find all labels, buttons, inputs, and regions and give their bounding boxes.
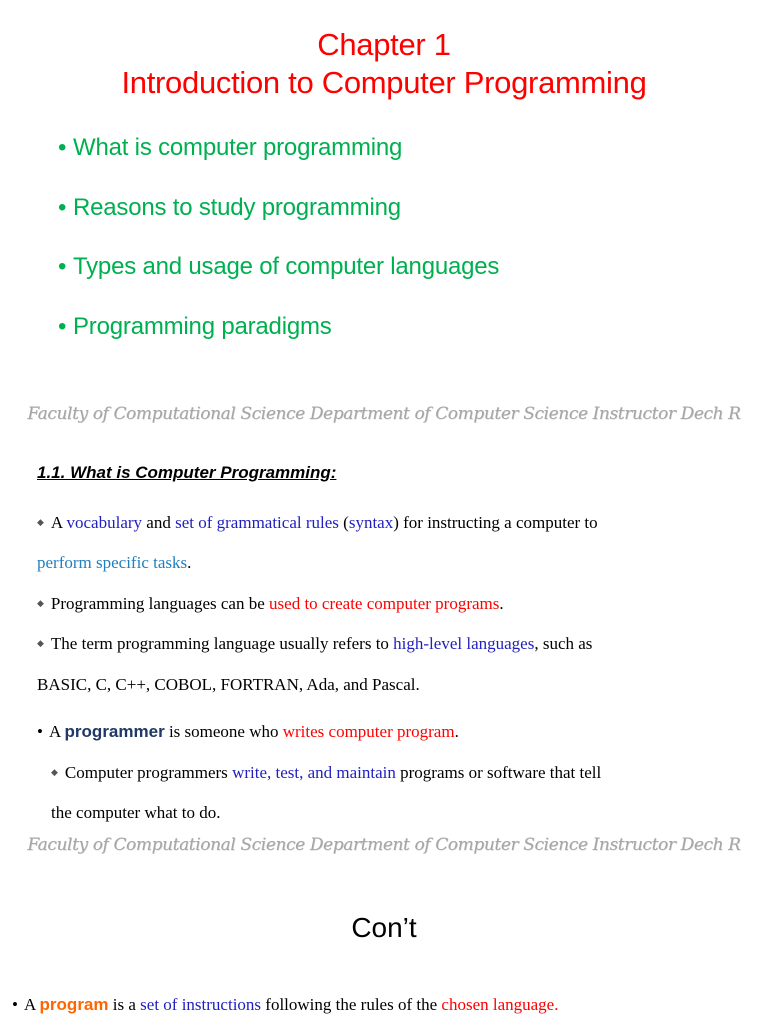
paragraph-program: • A program is a set of instructions following the rules of the chosen language. [12,995,559,1014]
list-item [58,133,402,163]
list-item [58,252,499,282]
slide-footer: Faculty of Computational Science Department of Computer Science Instructor Dech R [27,404,741,424]
section-heading: 1.1. What is Computer Programming: [37,463,337,482]
slide-chapter-1 [0,0,768,392]
list-item-text: What is computer programming [73,134,403,161]
diamond-bullet-icon: ◆ [37,598,44,608]
bullet-icon: • [58,313,67,340]
list-item-text: Programming paradigms [73,313,332,340]
paragraph-maintain-line2: the computer what to do. [51,803,221,822]
bullet-icon: • [12,995,18,1014]
slide-title-line1: Chapter 1 [317,27,451,62]
paragraph-term: ◆ The term programming language usually refers to high-level languages, such as [37,634,593,653]
slide-what-is-programming [0,392,768,870]
bullet-icon: • [58,253,67,280]
paragraph-vocabulary-line2: perform specific tasks. [37,553,192,572]
list-item-text: Types and usage of computer languages [73,253,500,280]
list-item-text: Reasons to study programming [73,194,401,221]
bullet-icon: • [58,134,67,161]
list-item [58,193,401,223]
bullet-icon: • [58,194,67,221]
slide-title: Con’t [351,912,417,943]
slide-cont [0,870,768,1024]
diamond-bullet-icon: ◆ [37,517,44,527]
paragraph-maintain: ◆ Computer programmers write, test, and maintain programs or software that tell [51,763,602,782]
diamond-bullet-icon: ◆ [51,767,58,777]
paragraph-term-line2: BASIC, C, C++, COBOL, FORTRAN, Ada, and Pascal. [37,675,420,694]
slide-footer: Faculty of Computational Science Department of Computer Science Instructor Dech R [27,835,741,855]
diamond-bullet-icon: ◆ [37,638,44,648]
paragraph-programmer: • A programmer is someone who writes computer program. [37,722,459,741]
paragraph-languages: ◆ Programming languages can be used to create computer programs. [37,594,504,613]
list-item [58,312,332,342]
bullet-icon: • [37,722,43,741]
paragraph-vocabulary: ◆ A vocabulary and set of grammatical rules (syntax) for instructing a computer to [37,513,598,532]
slide-title-line2: Introduction to Computer Programming [121,65,647,100]
